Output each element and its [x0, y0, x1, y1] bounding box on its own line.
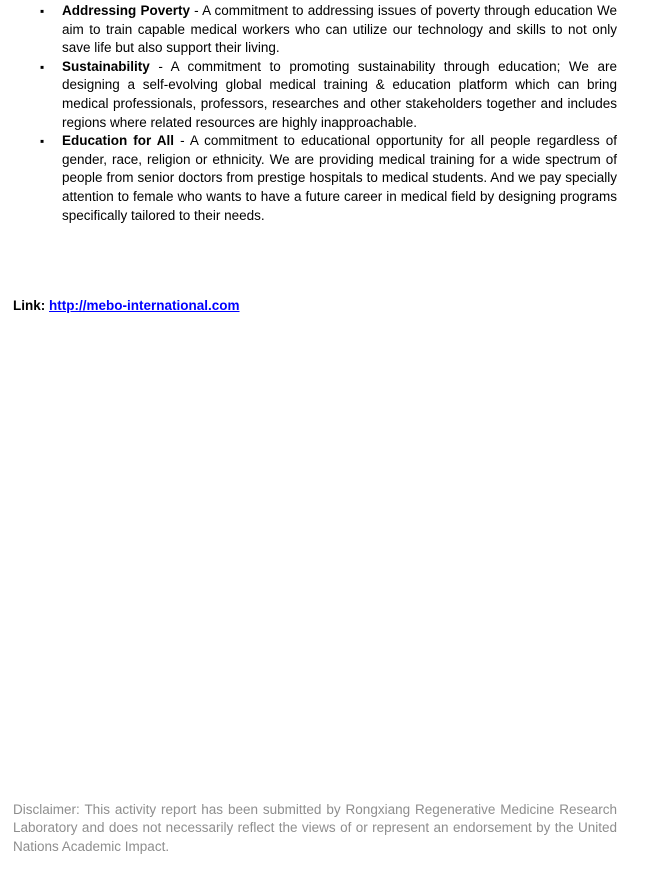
list-item-title: Addressing Poverty: [62, 3, 190, 18]
link-label: Link:: [13, 298, 46, 313]
list-item: [40, 2, 617, 58]
disclaimer-text: Disclaimer: This activity report has been submitted by Rongxiang Regenerative Medicine Research Laboratory and does not necessarily reflect the views of or represent an endorsement by the United Nations Academic Impact.: [13, 802, 617, 854]
link-line: [13, 297, 240, 316]
bullet-square-icon: ▪: [40, 134, 45, 149]
list-item-body: - A commitment to educational opportunity for all people regardless of gender, race, religion or ethnicity. We are providing medical training for a wide spectrum of people from senior doctors from prestige hospitals to medical students. And we pay specially attention to female who wants to have a future career in medical field by designing programs specifically tailored to their needs.: [62, 133, 617, 223]
values-list: [40, 2, 617, 225]
bullet-square-icon: ▪: [40, 59, 45, 74]
list-item: [40, 58, 617, 132]
list-item-title: Education for All: [62, 133, 175, 149]
bullet-square-icon: ▪: [40, 4, 45, 18]
list-item: [40, 132, 617, 225]
list-item-body: - A commitment to addressing issues of poverty through education We aim to train capable medical workers who can utilize our technology and skills to not only save life but also support their living.: [62, 3, 617, 56]
external-link[interactable]: http://mebo-international.com: [49, 298, 240, 313]
list-item-body: - A commitment to promoting sustainability through education; We are designing a self-evolving global medical training & education platform which can bring medical professionals, professors, researches and other stakeholders together and includes regions where related resources are highly inapproachable.: [62, 58, 617, 130]
list-item-title: Sustainability: [62, 58, 150, 74]
